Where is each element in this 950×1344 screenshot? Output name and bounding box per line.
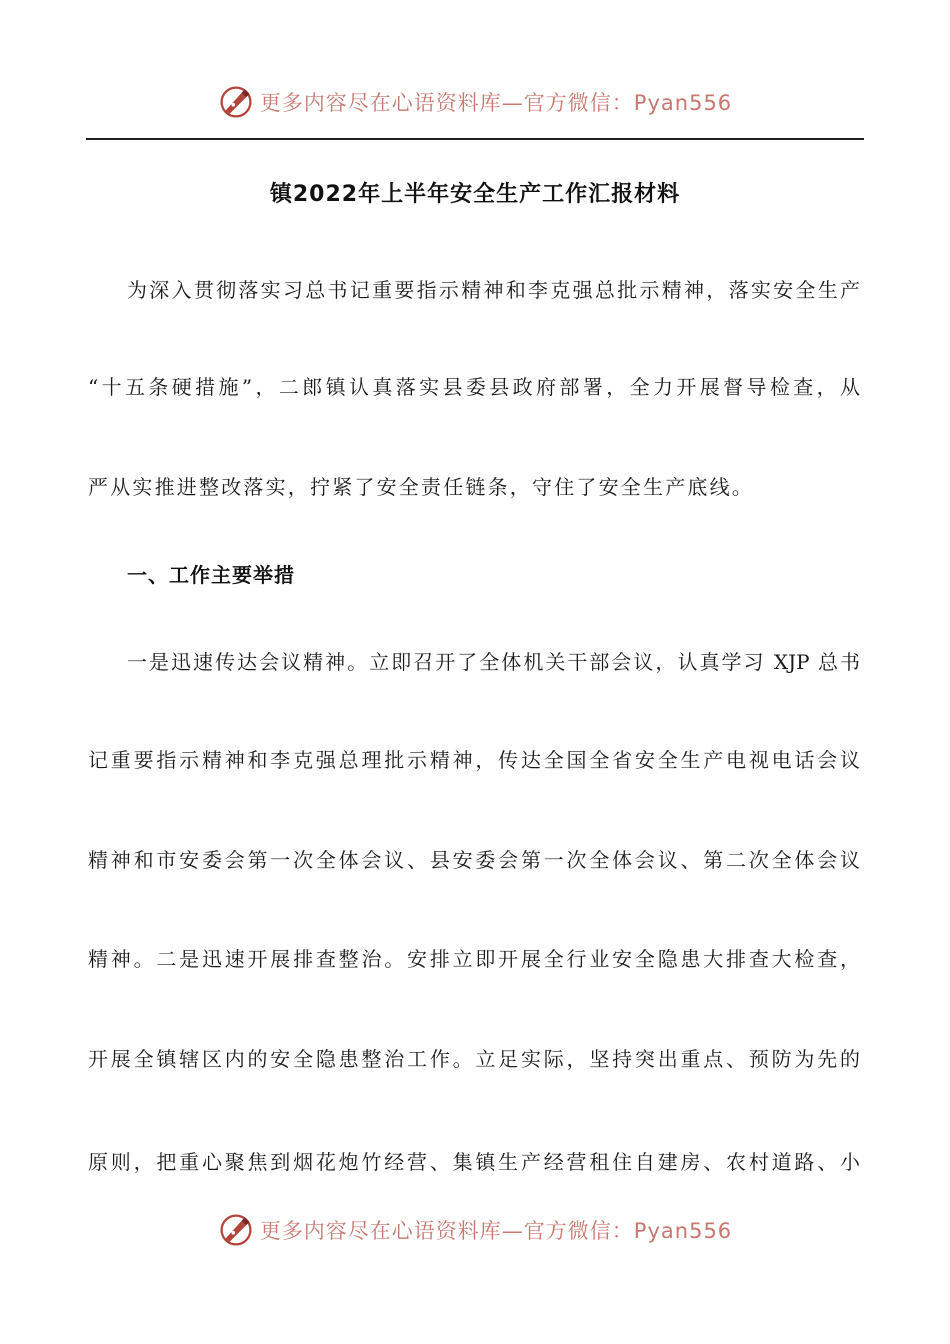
paragraph-line: 记重要指示精神和李克强总理批示精神，传达全国全省安全生产电视电话会议 (88, 748, 860, 772)
header-banner-text: 更多内容尽在心语资料库—官方微信：Pyan556 (259, 91, 733, 115)
section-heading: 一、工作主要举措 (127, 563, 295, 587)
paragraph-line: “十五条硬措施”，二郎镇认真落实县委县政府部署，全力开展督导检查，从 (88, 375, 860, 399)
paragraph-line: 原则，把重心聚焦到烟花炮竹经营、集镇生产经营租住自建房、农村道路、小 (88, 1150, 860, 1174)
header-divider (86, 138, 864, 140)
header-banner (0, 80, 950, 124)
paragraph-line: 严从实推进整改落实，拧紧了安全责任链条，守住了安全生产底线。 (88, 475, 754, 499)
pen-nib-logo-icon (218, 84, 254, 120)
footer-banner (0, 1208, 950, 1252)
paragraph-line: 为深入贯彻落实习总书记重要指示精神和李克强总批示精神，落实安全生产 (127, 278, 860, 302)
paragraph-line: 精神和市安委会第一次全体会议、县安委会第一次全体会议、第二次全体会议 (88, 848, 860, 872)
paragraph-line: 开展全镇辖区内的安全隐患整治工作。立足实际，坚持突出重点、预防为先的 (88, 1047, 860, 1071)
paragraph-line: 精神。二是迅速开展排查整治。安排立即开展全行业安全隐患大排查大检查， (88, 947, 860, 971)
document-title: 镇2022年上半年安全生产工作汇报材料 (269, 182, 681, 207)
footer-banner-text: 更多内容尽在心语资料库—官方微信：Pyan556 (259, 1219, 733, 1243)
pen-nib-logo-icon (218, 1212, 254, 1248)
paragraph-line: 一是迅速传达会议精神。立即召开了全体机关干部会议，认真学习 XJP 总书 (127, 650, 860, 674)
